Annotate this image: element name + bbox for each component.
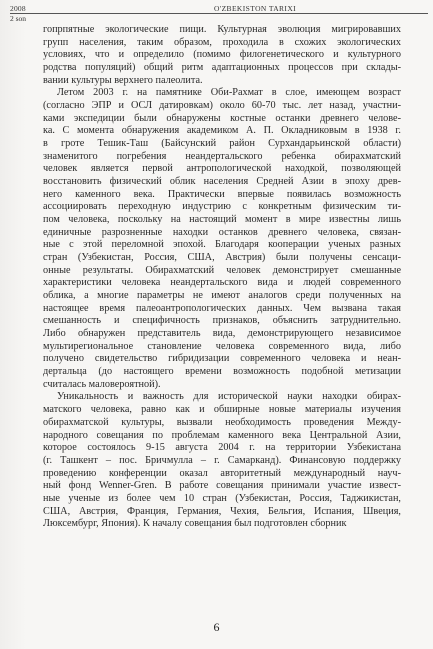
text-line: мультирегиональное становление человека современного вида, либо (43, 340, 401, 352)
text-line: стран (Узбекистан, Россия, США, Австрия) были получены сенсаци- (43, 252, 401, 264)
text-line: народного совещания по проблемам каменного века Центральной Азии, (43, 429, 401, 441)
text-line: него каменного века. Практически впервые появилась возможность (43, 188, 401, 200)
text-line: восстановить физический облик населения Средней Азии в эпоху древ- (43, 176, 401, 188)
running-header (10, 4, 430, 24)
paragraph (43, 391, 401, 530)
text-line: смешанность и специфичность признаков, объяснить затруднительно. (43, 315, 401, 327)
text-line: человек является первой антропологической находкой, позволяющей (43, 163, 401, 175)
text-line: ка. С момента обнаружения академиком А. П. Окладниковым в 1938 г. (43, 125, 401, 137)
text-line: характеристики человека неандертальского вида и людей современного (43, 277, 401, 289)
text-line: гопрпятные экологические пищи. Культурная эволюция мигрировавших (43, 24, 401, 35)
text-line: ками экспедиции были обнаружены костные останки древнего челове- (43, 112, 401, 124)
text-line: ассоциировать переходную индустрию с конкретным физическим ти- (43, 201, 401, 213)
text-line: условиях, что и определило (помимо филогенетического и культурного (43, 49, 401, 61)
text-line: облика, а многие параметры не имеют аналогов среди полученных на (43, 290, 401, 302)
header-issue: 2 son (10, 14, 27, 23)
text-line: ный фонд Wenner-Gren. В работе совещания принимали участие извест- (43, 480, 401, 492)
article-body (43, 24, 401, 531)
text-line: Уникальность и важность для исторической науки находки обирах- (57, 391, 401, 403)
text-line: матского человека, равно как и обширные новые материалы изучения (43, 404, 401, 416)
text-line: считалась маловероятной). (43, 378, 161, 390)
text-line: (г. Ташкент – пос. Бричмулла – г. Самарканд). Финансовую поддержку (43, 454, 401, 466)
text-line: Люксембург, Япония). К началу совещания был подготовлен сборник (43, 518, 347, 530)
paragraph (43, 87, 401, 391)
text-line: США, Австрия, Франция, Германия, Чехия, Бельгия, Испания, Швеция, (43, 505, 401, 517)
header-divider (10, 13, 428, 14)
text-line: родства популяций) общий ритм адаптационных процессов при склады- (43, 62, 401, 74)
text-line: ные ученые из более чем 10 стран (Узбекистан, Россия, Таджикистан, (43, 492, 401, 504)
text-line: групп населения, таким образом, проходила в схожих экологических (43, 36, 401, 48)
text-line: знаменитого погребения неандертальского ребенка обирахматский (43, 150, 401, 162)
text-line: обирахматской культуры, вызвали необходимость проведения Между- (43, 416, 401, 428)
text-line: настоящее время палеоантропологических данных. Чем вызвана такая (43, 302, 401, 314)
text-line: Либо обнаружен представитель вида, демонстрирующего независимое (43, 328, 401, 340)
paragraph (43, 24, 401, 87)
text-line: вании культуры верхнего палеолита. (43, 74, 203, 86)
text-line: Летом 2003 г. на памятнике Оби-Рахмат в слое, имеющем возраст (57, 87, 401, 99)
text-line: (согласно ЭПР и ОСЛ датировкам) около 60-70 тыс. лет назад, участни- (43, 100, 401, 112)
text-line: ные с этой переломной эпохой. Благодаря кооперации ученых разных (43, 239, 401, 251)
header-journal-title: O'ZBEKISTON TARIXI (214, 4, 297, 13)
text-line: онные результаты. Обирахматский человек демонстрирует смешанные (43, 264, 401, 276)
text-line: проведению конференции оказал авторитетный международный науч- (43, 467, 401, 479)
text-line: пом человека, поскольку на настоящий момент в мире известны лишь (43, 214, 401, 226)
header-year: 2008 (10, 4, 26, 13)
text-line: дертальца (до настоящего времени возможность подобной метизации (43, 366, 401, 378)
text-line: в гроте Тешик-Таш (Байсунский район Сурхандарьинской области) (43, 138, 401, 150)
text-line: которое состоялось 9-15 августа 2004 г. на территории Узбекистана (43, 442, 401, 454)
text-line: получено свидетельство гибридизации современного человека и неан- (43, 353, 401, 365)
text-line: единичные разрозненные находки останков древнего человека, связан- (43, 226, 401, 238)
page-number: 6 (213, 620, 220, 634)
